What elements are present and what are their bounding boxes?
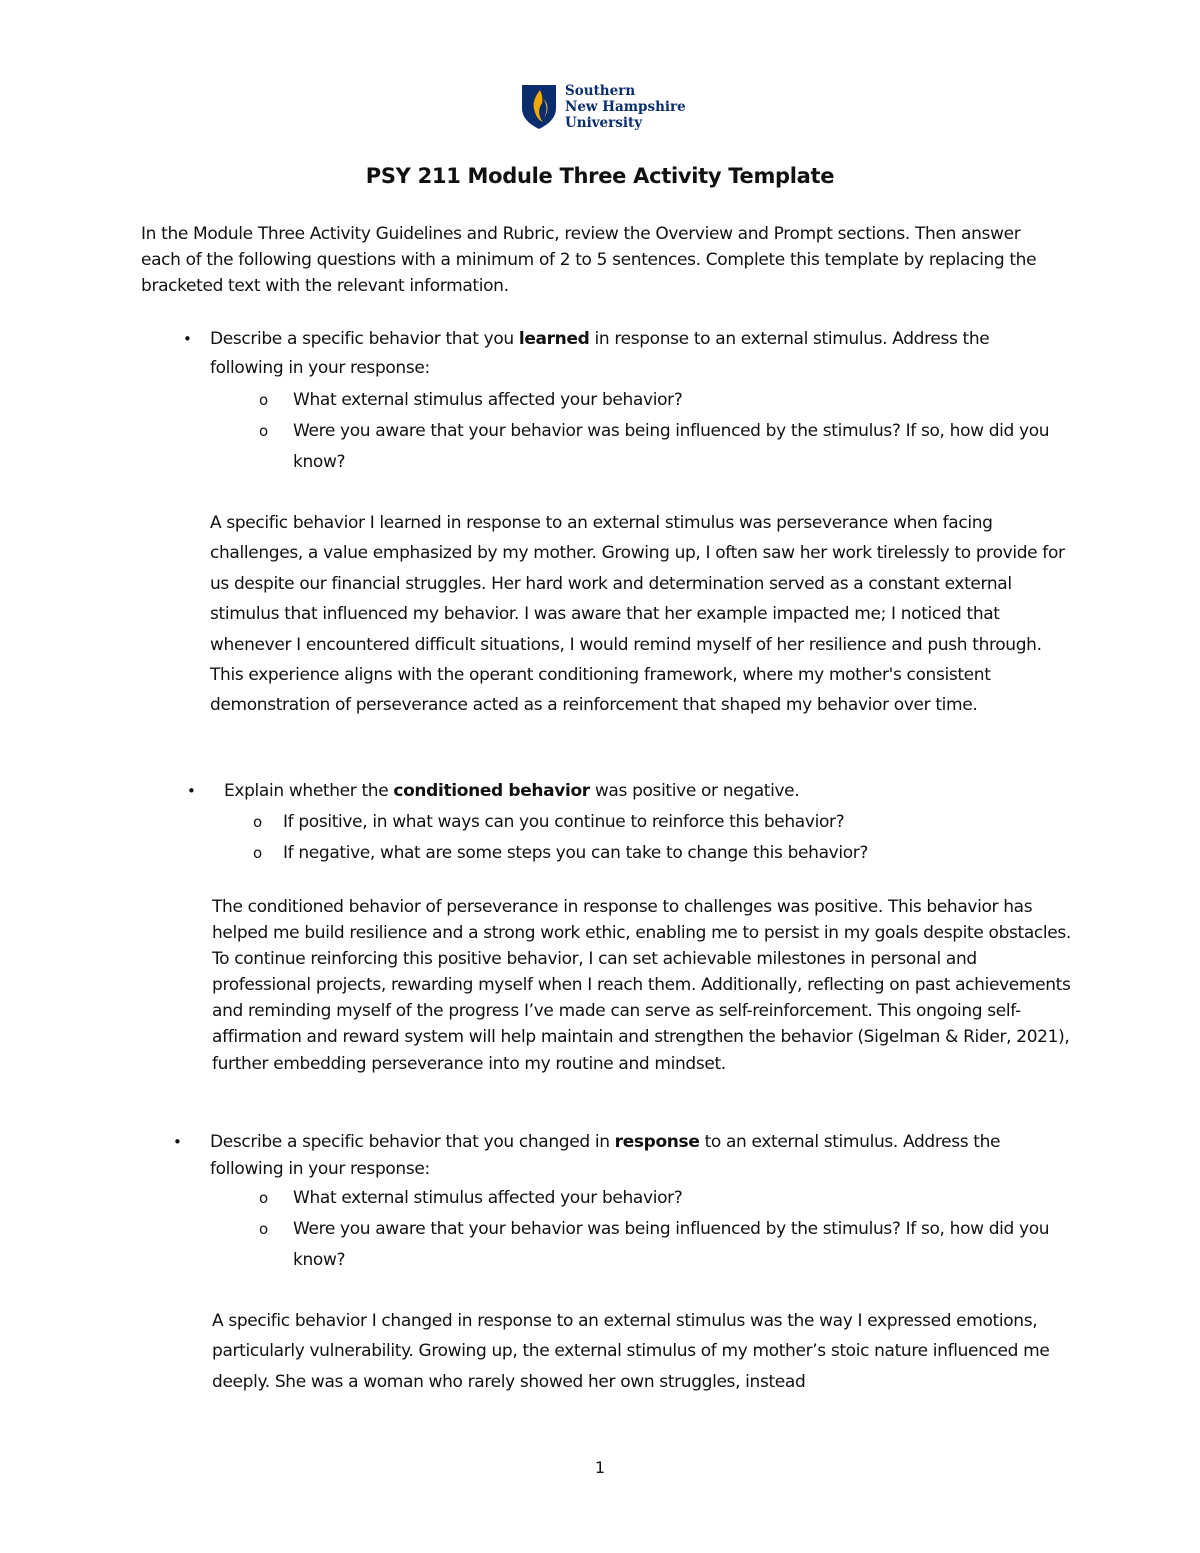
logo-line-3: University	[565, 115, 643, 131]
sub-bullet-icon: o	[259, 1220, 268, 1238]
sub-bullet-icon: o	[259, 422, 268, 440]
intro-paragraph: In the Module Three Activity Guidelines and Rubric, review the Overview and Prompt sections. Then answer each of the following questions with a minimum of 2 to 5 sentences. Complete this template by replacing the bracketed text with the relevant information.	[141, 224, 1037, 296]
question-1-sub-2	[259, 416, 1053, 478]
question-2-text-pre: Explain whether the	[224, 781, 394, 801]
logo-line-2: New Hampshire	[565, 99, 686, 115]
question-1	[183, 325, 1060, 383]
question-2-sub-2	[253, 838, 1043, 869]
shield-flame-icon	[521, 84, 557, 130]
question-1-text-bold: learned	[518, 329, 590, 349]
sub-bullet-icon: o	[259, 1189, 268, 1207]
question-1-sub-1-text: What external stimulus affected your behavior?	[293, 390, 683, 410]
question-2-sub-1-text: If positive, in what ways can you continue to reinforce this behavior?	[283, 812, 845, 832]
question-3-sub-2-text: Were you aware that your behavior was being influenced by the stimulus? If so, how did you know?	[293, 1219, 1050, 1270]
page-number: 1	[594, 1458, 606, 1477]
answer-3: A specific behavior I changed in response to an external stimulus was the way I expressed emotions, particularly vulnerability. Growing up, the external stimulus of my mother’s stoic nature influenced me deeply. She was a woman who rarely showed her own struggles, instead	[212, 1311, 1050, 1392]
university-logo	[521, 84, 686, 134]
question-3-text-bold: response	[614, 1132, 700, 1152]
question-3-text-post: to an external stimulus. Address the following in your response:	[210, 1132, 1001, 1179]
question-3-sub-1-text: What external stimulus affected your behavior?	[293, 1188, 683, 1208]
question-2-sub-1	[253, 807, 1043, 838]
question-3-text-pre: Describe a specific behavior that you changed in	[210, 1132, 615, 1152]
question-3	[173, 1129, 1070, 1183]
logo-line-1: Southern	[565, 83, 636, 99]
sub-bullet-icon: o	[253, 813, 262, 831]
question-1-text-pre: Describe a specific behavior that you	[210, 329, 519, 349]
bullet-icon: •	[183, 330, 192, 348]
sub-bullet-icon: o	[259, 391, 268, 409]
question-2	[187, 777, 1054, 806]
question-3-sub-2	[259, 1214, 1053, 1276]
bullet-icon: •	[173, 1133, 182, 1151]
question-2-sub-2-text: If negative, what are some steps you can take to change this behavior?	[283, 843, 869, 863]
question-1-sub-1	[259, 385, 1053, 416]
answer-2: The conditioned behavior of perseverance in response to challenges was positive. This behavior has helped me build resilience and a strong work ethic, enabling me to persist in my goals despite obstacles. To continue reinforcing this positive behavior, I can set achievable milestones in personal and professional projects, rewarding myself when I reach them. Additionally, reflecting on past achievements and reminding myself of the progress I’ve made can serve as self-reinforcement. This ongoing self-affirmation and reward system will help maintain and strengthen the behavior (Sigelman & Rider, 2021), further embedding perseverance into my routine and mindset.	[212, 897, 1071, 1074]
bullet-icon: •	[187, 782, 196, 800]
question-1-text-post: in response to an external stimulus. Address the following in your response:	[210, 329, 990, 378]
answer-1: A specific behavior I learned in response to an external stimulus was perseverance when facing challenges, a value emphasized by my mother. Growing up, I often saw her work tirelessly to provide for us despite our financial struggles. Her hard work and determination served as a constant external stimulus that influenced my behavior. I was aware that her example impacted me; I noticed that whenever I encountered difficult situations, I would remind myself of her resilience and push through. This experience aligns with the operant conditioning framework, where my mother's consistent demonstration of perseverance acted as a reinforcement that shaped my behavior over time.	[210, 513, 1065, 716]
question-2-text-post: was positive or negative.	[589, 781, 800, 801]
sub-bullet-icon: o	[253, 844, 262, 862]
question-3-sub-1	[259, 1183, 1053, 1214]
page-title: PSY 211 Module Three Activity Template	[365, 164, 835, 188]
question-1-sub-2-text: Were you aware that your behavior was being influenced by the stimulus? If so, how did you know?	[293, 421, 1050, 472]
question-2-text-bold: conditioned behavior	[393, 781, 590, 801]
